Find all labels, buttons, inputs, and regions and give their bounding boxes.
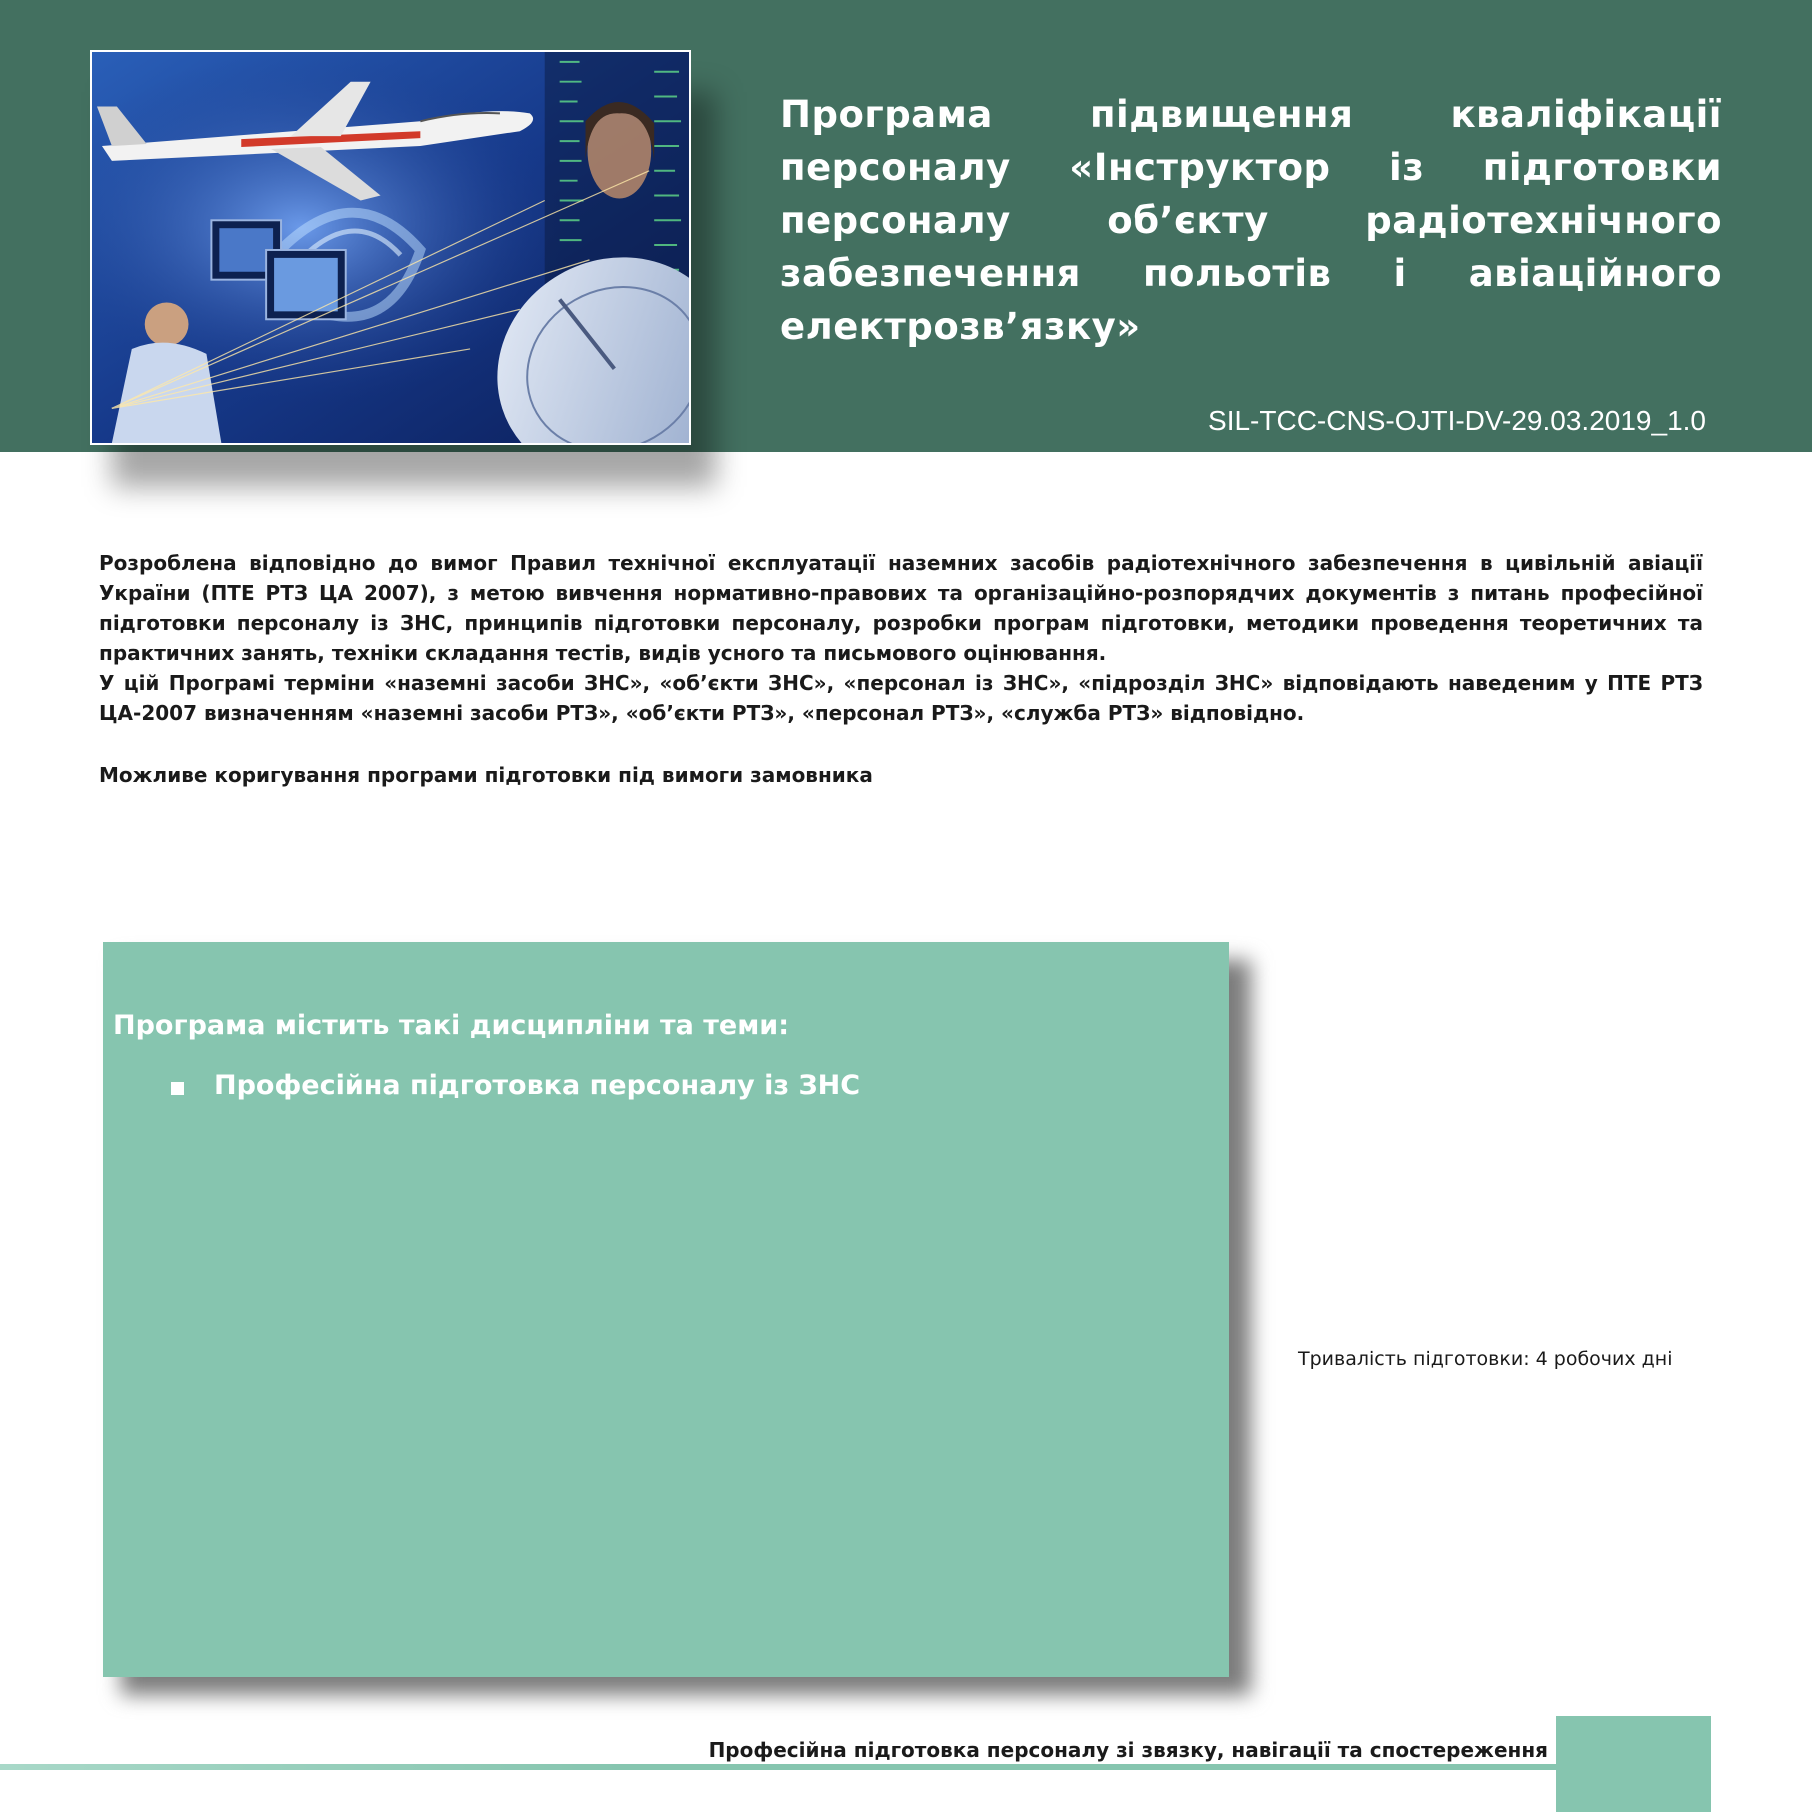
topic-label: Професійна підготовка персоналу із ЗНС — [214, 1070, 861, 1101]
program-topic-list — [103, 1070, 860, 1101]
program-title: Програма підвищення кваліфікації персоналу «Інструктор із підготовки персоналу об’єкту радіотехнічного забезпечення польотів і авіаційного електрозв’язку» — [780, 93, 1722, 348]
footer-divider — [0, 1764, 1556, 1770]
square-bullet-icon — [171, 1082, 184, 1095]
list-item — [103, 1070, 860, 1101]
intro-paragraph: Розроблена відповідно до вимог Правил технічної експлуатації наземних засобів радіотехнічного забезпечення в цивільній авіації України (ПТЕ РТЗ ЦА 2007), з метою вивчення нормативно-правових та організаційно-розпорядчих документів з питань професійної підготовки персоналу із ЗНС, принципів підготовки персоналу, розробки програм підготовки, методики проведення теоретичних та практичних занять, техніки складання тестів, видів усного та письмового оцінювання. — [99, 551, 1703, 665]
program-box-heading: Програма містить такі дисципліни та теми: — [113, 1010, 790, 1041]
intro-text — [99, 548, 1703, 728]
program-box — [103, 942, 1229, 1677]
footer-accent-block — [1556, 1716, 1711, 1812]
training-duration: Тривалість підготовки: 4 робочих дні — [1298, 1348, 1673, 1370]
aviation-photo — [90, 50, 691, 445]
aviation-collage-illustration — [92, 52, 689, 443]
terms-paragraph: У цій Програмі терміни «наземні засоби ЗНС», «об’єкти ЗНС», «персонал із ЗНС», «підрозділ ЗНС» відповідають наведеним у ПТЕ РТЗ ЦА-2007 визначенням «наземні засоби РТЗ», «об’єкти РТЗ», «персонал РТЗ», «служба РТЗ» відповідно. — [99, 671, 1703, 725]
customization-note: Можливе коригування програми підготовки під вимоги замовника — [99, 763, 873, 787]
document-code: SIL-TCC-CNS-OJTI-DV-29.03.2019_1.0 — [1208, 405, 1706, 436]
footer-text: Професійна підготовка персоналу зі звязку, навігації та спостереження — [708, 1738, 1548, 1762]
